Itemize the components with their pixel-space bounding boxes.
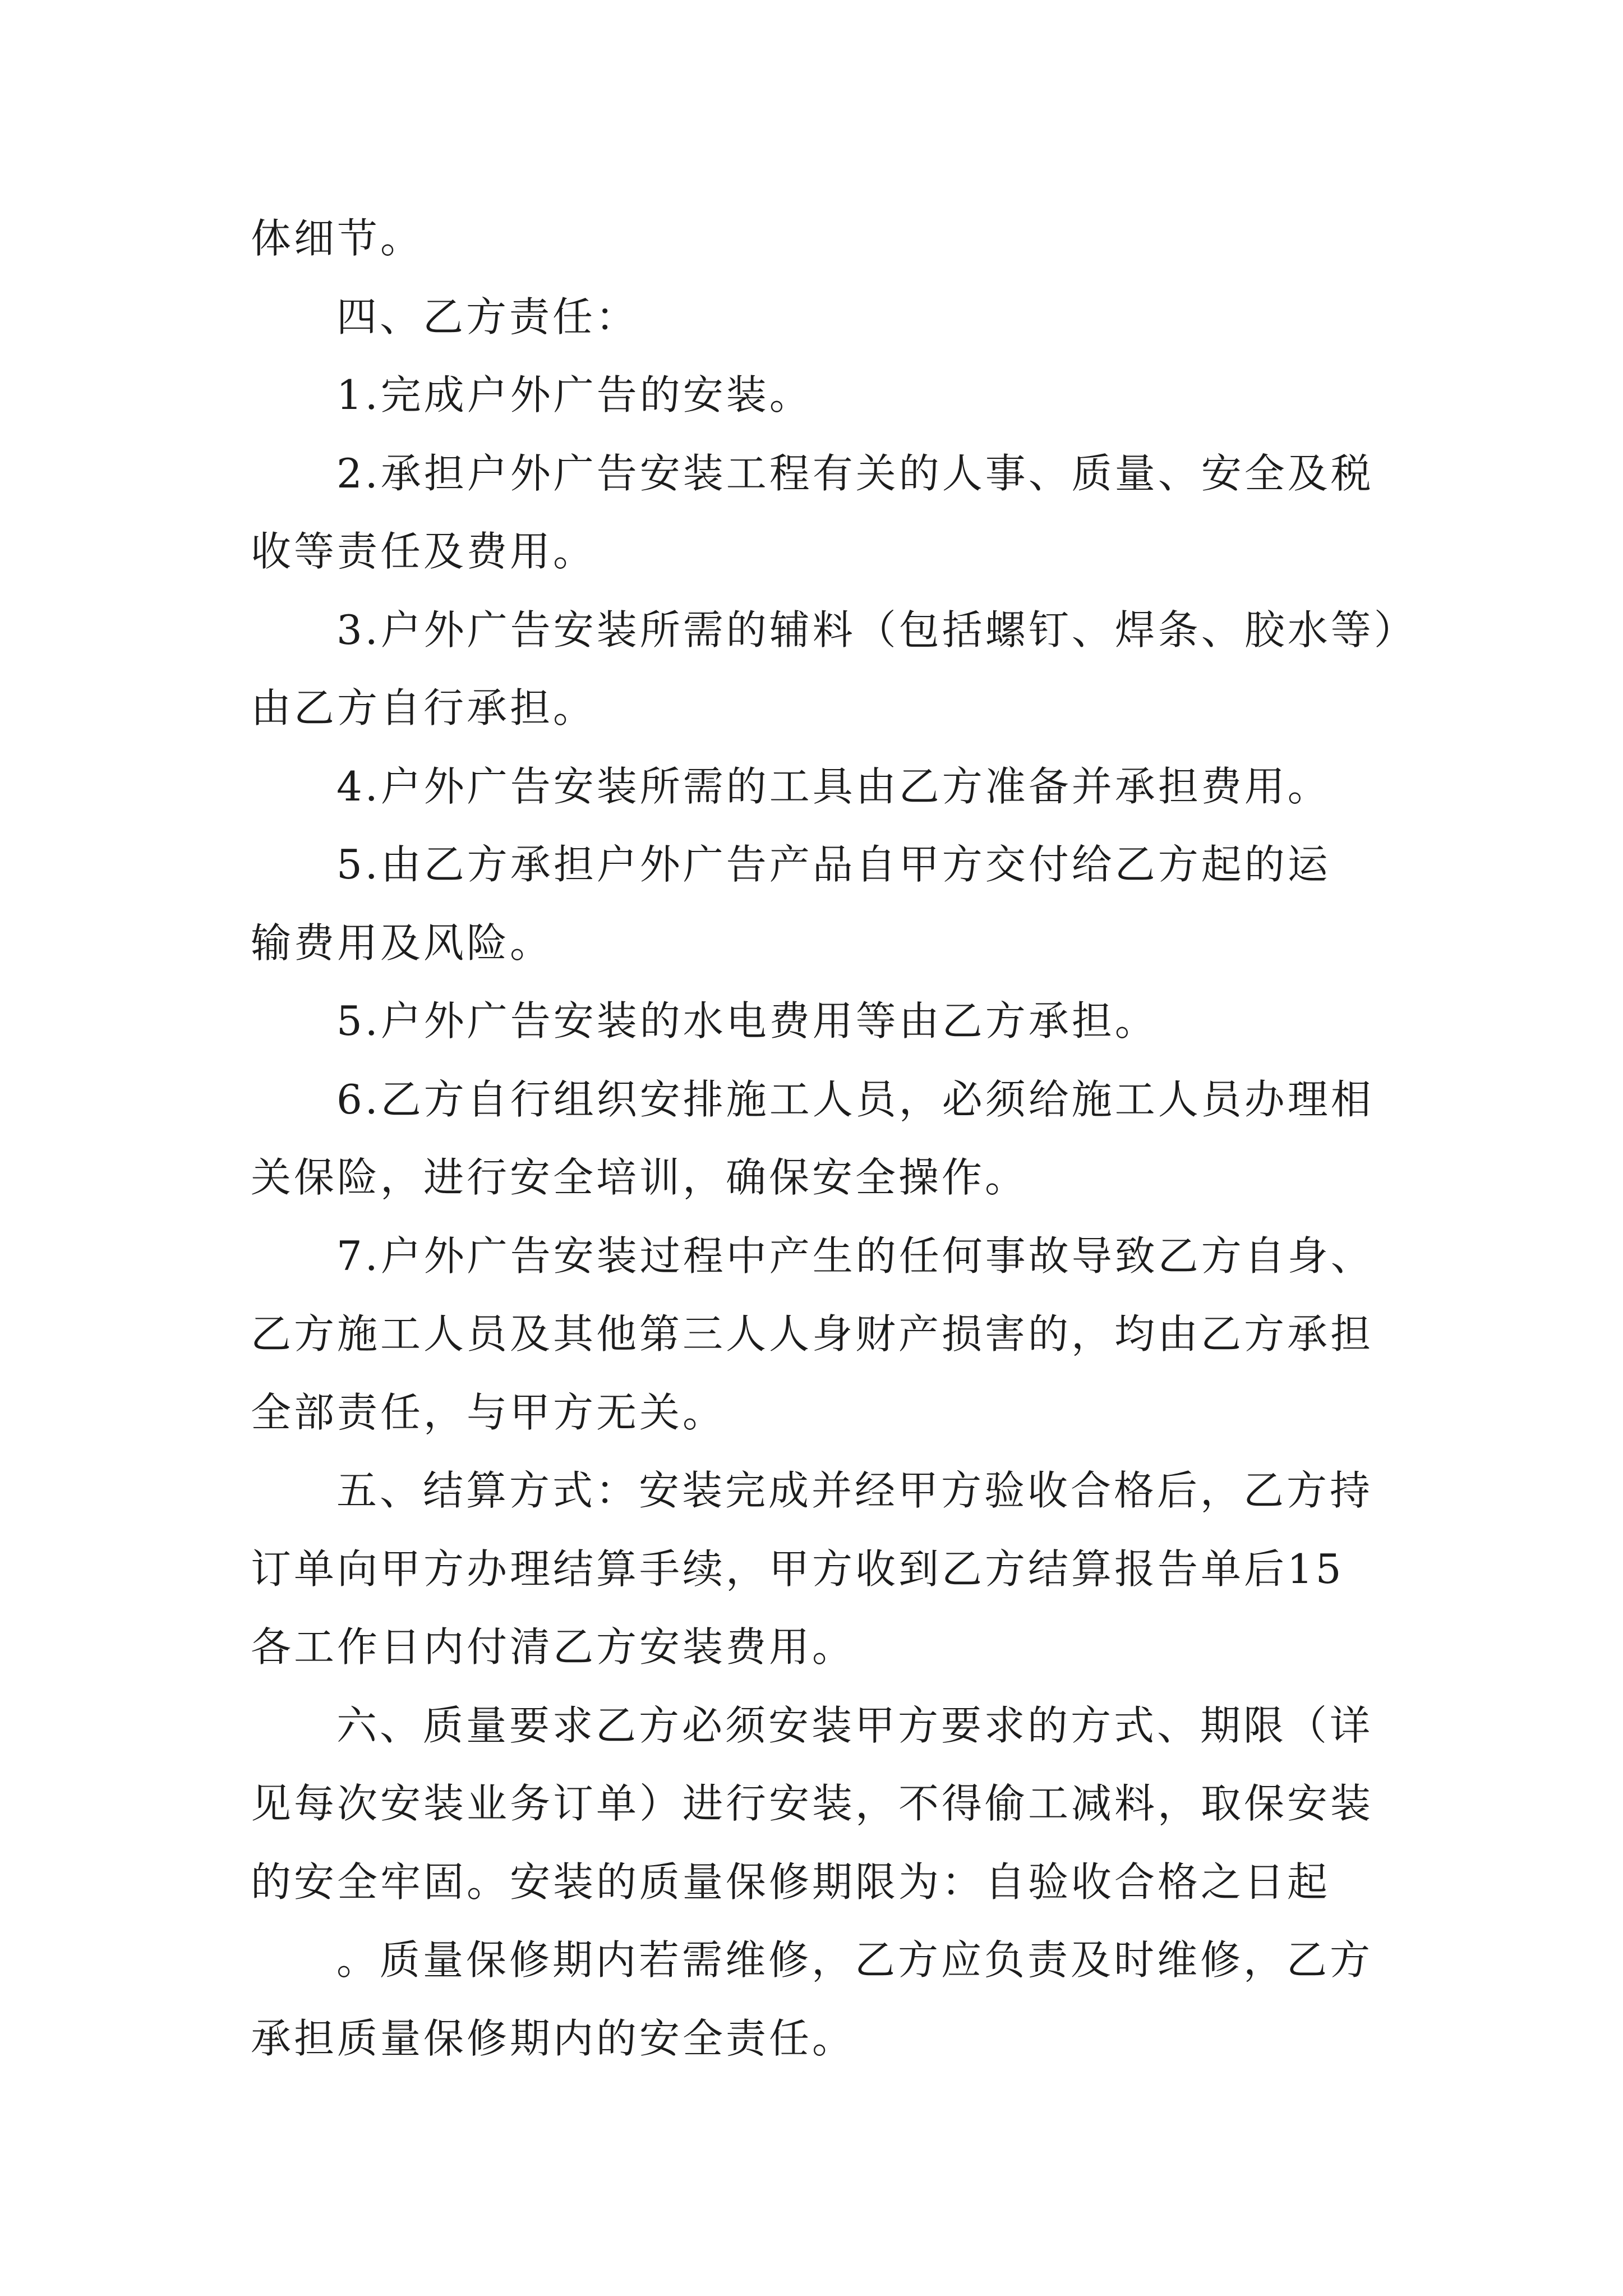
- paragraph-line: 7.户外广告安装过程中产生的任何事故导致乙方自身、: [336, 1232, 1374, 1280]
- paragraph-line: 全部责任，与甲方无关。: [251, 1388, 726, 1436]
- paragraph-line: 。质量保修期内若需维修，乙方应负责及时维修，乙方: [336, 1936, 1373, 1984]
- section-heading: 六、质量要求乙方必须安装甲方要求的方式、期限（详: [336, 1701, 1373, 1749]
- paragraph-line: 关保险，进行安全培训，确保安全操作。: [251, 1154, 1029, 1201]
- paragraph-line: 收等责任及费用。: [251, 528, 597, 575]
- paragraph-line: 由乙方自行承担。: [251, 684, 597, 731]
- paragraph-line: 见每次安装业务订单）进行安装，不得偷工减料，取保安装: [251, 1780, 1374, 1827]
- paragraph-line: 承担质量保修期内的安全责任。: [251, 2014, 856, 2062]
- paragraph-line: 1.完成户外广告的安装。: [336, 371, 813, 418]
- document-body: [0, 200, 1623, 2078]
- paragraph-line: 5.户外广告安装的水电费用等由乙方承担。: [336, 997, 1158, 1045]
- paragraph-line: 6.乙方自行组织安排施工人员，必须给施工人员办理相: [336, 1075, 1374, 1123]
- paragraph-line: 输费用及风险。: [251, 919, 554, 967]
- paragraph-line: 4.户外广告安装所需的工具由乙方准备并承担费用。: [336, 762, 1331, 810]
- paragraph-line: 乙方施工人员及其他第三人人身财产损害的，均由乙方承担: [251, 1310, 1374, 1358]
- section-heading: 四、乙方责任：: [336, 293, 639, 341]
- paragraph-line: 订单向甲方办理结算手续，甲方收到乙方结算报告单后15: [251, 1545, 1344, 1593]
- paragraph-line: 体细节。: [251, 215, 424, 262]
- paragraph-line: 3.户外广告安装所需的辅料（包括螺钉、焊条、胶水等）: [336, 606, 1417, 654]
- section-heading: 五、结算方式：安装完成并经甲方验收合格后，乙方持: [336, 1467, 1373, 1514]
- paragraph-line: 的安全牢固。安装的质量保修期限为：自验收合格之日起: [251, 1858, 1331, 1906]
- paragraph-line: 5.由乙方承担户外广告产品自甲方交付给乙方起的运: [336, 841, 1331, 888]
- paragraph-line: 2.承担户外广告安装工程有关的人事、质量、安全及税: [336, 449, 1374, 497]
- paragraph-line: 各工作日内付清乙方安装费用。: [251, 1623, 856, 1671]
